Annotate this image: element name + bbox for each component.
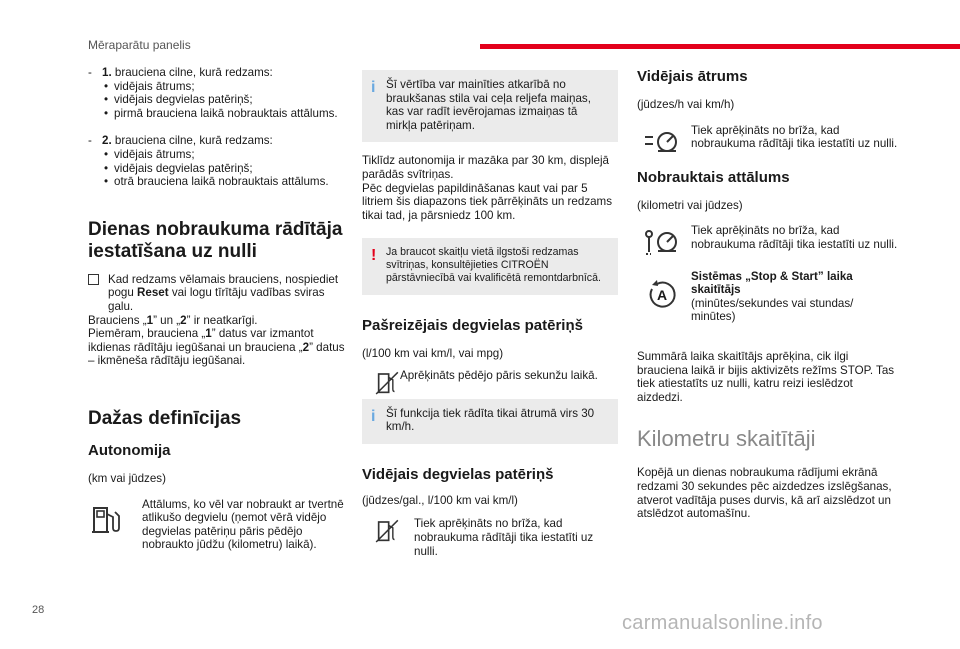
- autonomy-heading: Autonomija: [88, 441, 171, 459]
- definitions-heading: Dažas definīcijas: [88, 407, 242, 429]
- warning-note: ! Ja braucot skaitļu vietā ilgstoši redzamas svītriņas, konsultējieties CITROËN pārstāvniecībā vai kvalificētā remontdarbnīcā.: [362, 238, 618, 295]
- fuel-pump-icon: [88, 502, 124, 538]
- stop-start-row: A Sistēmas „Stop & Start” laika skaitītājs (minūtes/sekundes vai stundas/ minūtes): [637, 270, 899, 324]
- average-consumption-row: Tiek aprēķināts no brīža, kad nobraukuma rādītāji tika iestatīti uz nulli.: [362, 517, 618, 558]
- column-left: [88, 66, 350, 552]
- info-icon: i: [371, 79, 376, 96]
- current-consumption-row: Aprēķināts pēdējo pāris sekunžu laikā.: [362, 369, 618, 383]
- average-consumption-unit: (jūdzes/gal., l/100 km vai km/l): [362, 493, 518, 507]
- info-icon: i: [371, 407, 376, 425]
- fuel-consumption-icon: [372, 369, 402, 399]
- current-consumption-heading: Pašreizējais degvielas patēriņš: [362, 317, 583, 335]
- autonomy-para-2: Pēc degvielas papildināšanas kaut vai par 5 litriem šis diapazons tiek pārrēķināts un redzams tikai tad, ja pārsniedz 100 km.: [362, 181, 613, 222]
- odometer-heading: Kilometru skaitītāji: [637, 426, 816, 452]
- autonomy-row: Attālums, ko vēl var nobraukt ar tvertnē atlikušo degvielu (ņemot vērā vidējo degvielas patēriņu pāris pēdējo nobraukto jūdžu (kilometru) laikā).: [88, 498, 350, 552]
- list-item: • vidējais degvielas patēriņš;: [102, 93, 350, 107]
- average-speed-unit: (jūdzes/h vai km/h): [637, 98, 735, 111]
- info-note-2: i Šī funkcija tiek rādīta tikai ātrumā virs 30 km/h.: [362, 399, 618, 444]
- checkbox-bullet-icon: [88, 274, 99, 285]
- stop-start-icon: A: [647, 280, 677, 310]
- distance-unit: (kilometri vai jūdzes): [637, 198, 743, 212]
- autonomy-unit: (km vai jūdzes): [88, 471, 166, 485]
- column-right: [637, 68, 899, 521]
- list-item: • vidējais degvielas patēriņš;: [102, 162, 350, 176]
- list-item: • vidējais ātrums;: [102, 148, 350, 162]
- current-consumption-unit: (l/100 km vai km/l, vai mpg): [362, 347, 504, 361]
- distance-icon: [643, 224, 679, 260]
- average-consumption-heading: Vidējais degvielas patēriņš: [362, 465, 554, 483]
- trip1-description: - 1. brauciena cilne, kurā redzams: • vidējais ātrums; • vidējais degvielas patēriņš; • pirmā brauciena laikā nobrauktais attālums.: [88, 66, 350, 120]
- info-note-1: i Šī vērtība var mainīties atkarībā no braukšanas stila vai ceļa reljefa maiņas, kas var radīt ievērojamas izmaiņas tā mirkļa patēriņam.: [362, 70, 618, 142]
- distance-heading: Nobrauktais attālums: [637, 168, 790, 186]
- reset-step: Kad redzams vēlamais brauciens, nospiediet pogu Reset vai logu tīrītāju vadības sviras galu.: [88, 273, 350, 314]
- trip2-description: - 2. brauciena cilne, kurā redzams: • vidējais ātrums; • vidējais degvielas patēriņš; • otrā brauciena laikā nobrauktais attālums.: [88, 134, 350, 188]
- stop-start-summary: Summārā laika skaitītājs aprēķina, cik ilgi brauciena laikā ir bijis aktivizēts režīms STOP. Tas tiek atiestatīts uz nulli, katru reizi ieslēdzot aizdedzi.: [637, 349, 895, 404]
- column-middle: [362, 70, 618, 558]
- header-accent-bar: [480, 44, 960, 49]
- list-item: • vidējais ātrums;: [102, 80, 350, 94]
- warning-icon: !: [371, 247, 377, 265]
- page-section-title: Mēraparātu panelis: [88, 38, 191, 52]
- list-item: • pirmā brauciena laikā nobrauktais attālums.: [102, 107, 350, 121]
- trip2-list: [102, 148, 350, 189]
- odometer-text: Kopējā un dienas nobraukuma rādījumi ekrānā redzami 30 sekundes pēc aizdedzes izslēgšanas, atverot vadītāja puses durvis, kā arī aizslēdzot un atslēdzot automašīnu.: [637, 466, 892, 521]
- distance-row: Tiek aprēķināts no brīža, kad nobraukuma rādītāji tika iestatīti uz nulli.: [637, 224, 899, 251]
- average-speed-row: Tiek aprēķināts no brīža, kad nobraukuma rādītāji tika iestatīti uz nulli.: [637, 124, 899, 151]
- footer-watermark: carmanualsonline.info: [622, 612, 823, 634]
- autonomy-para-1: Tiklīdz autonomija ir mazāka par 30 km, displejā parādās svītriņas.: [362, 154, 610, 181]
- trip1-list: [102, 80, 350, 121]
- list-item: • otrā brauciena laikā nobrauktais attālums.: [102, 175, 350, 189]
- page-number: 28: [32, 604, 45, 616]
- fuel-average-icon: [372, 517, 402, 547]
- average-speed-heading: Vidējais ātrums: [637, 68, 748, 85]
- reset-paragraph: Brauciens „1” un „2” ir neatkarīgi. Piemēram, brauciena „1” datus var izmantot ikdienas rādītāju iegūšanai un brauciena „2” datus – ikmēneša rādītāju iegūšanai.: [88, 313, 345, 368]
- speedometer-icon: [643, 124, 679, 160]
- reset-heading: Dienas nobraukuma rādītāja iestatīšana uz nulli: [88, 218, 343, 262]
